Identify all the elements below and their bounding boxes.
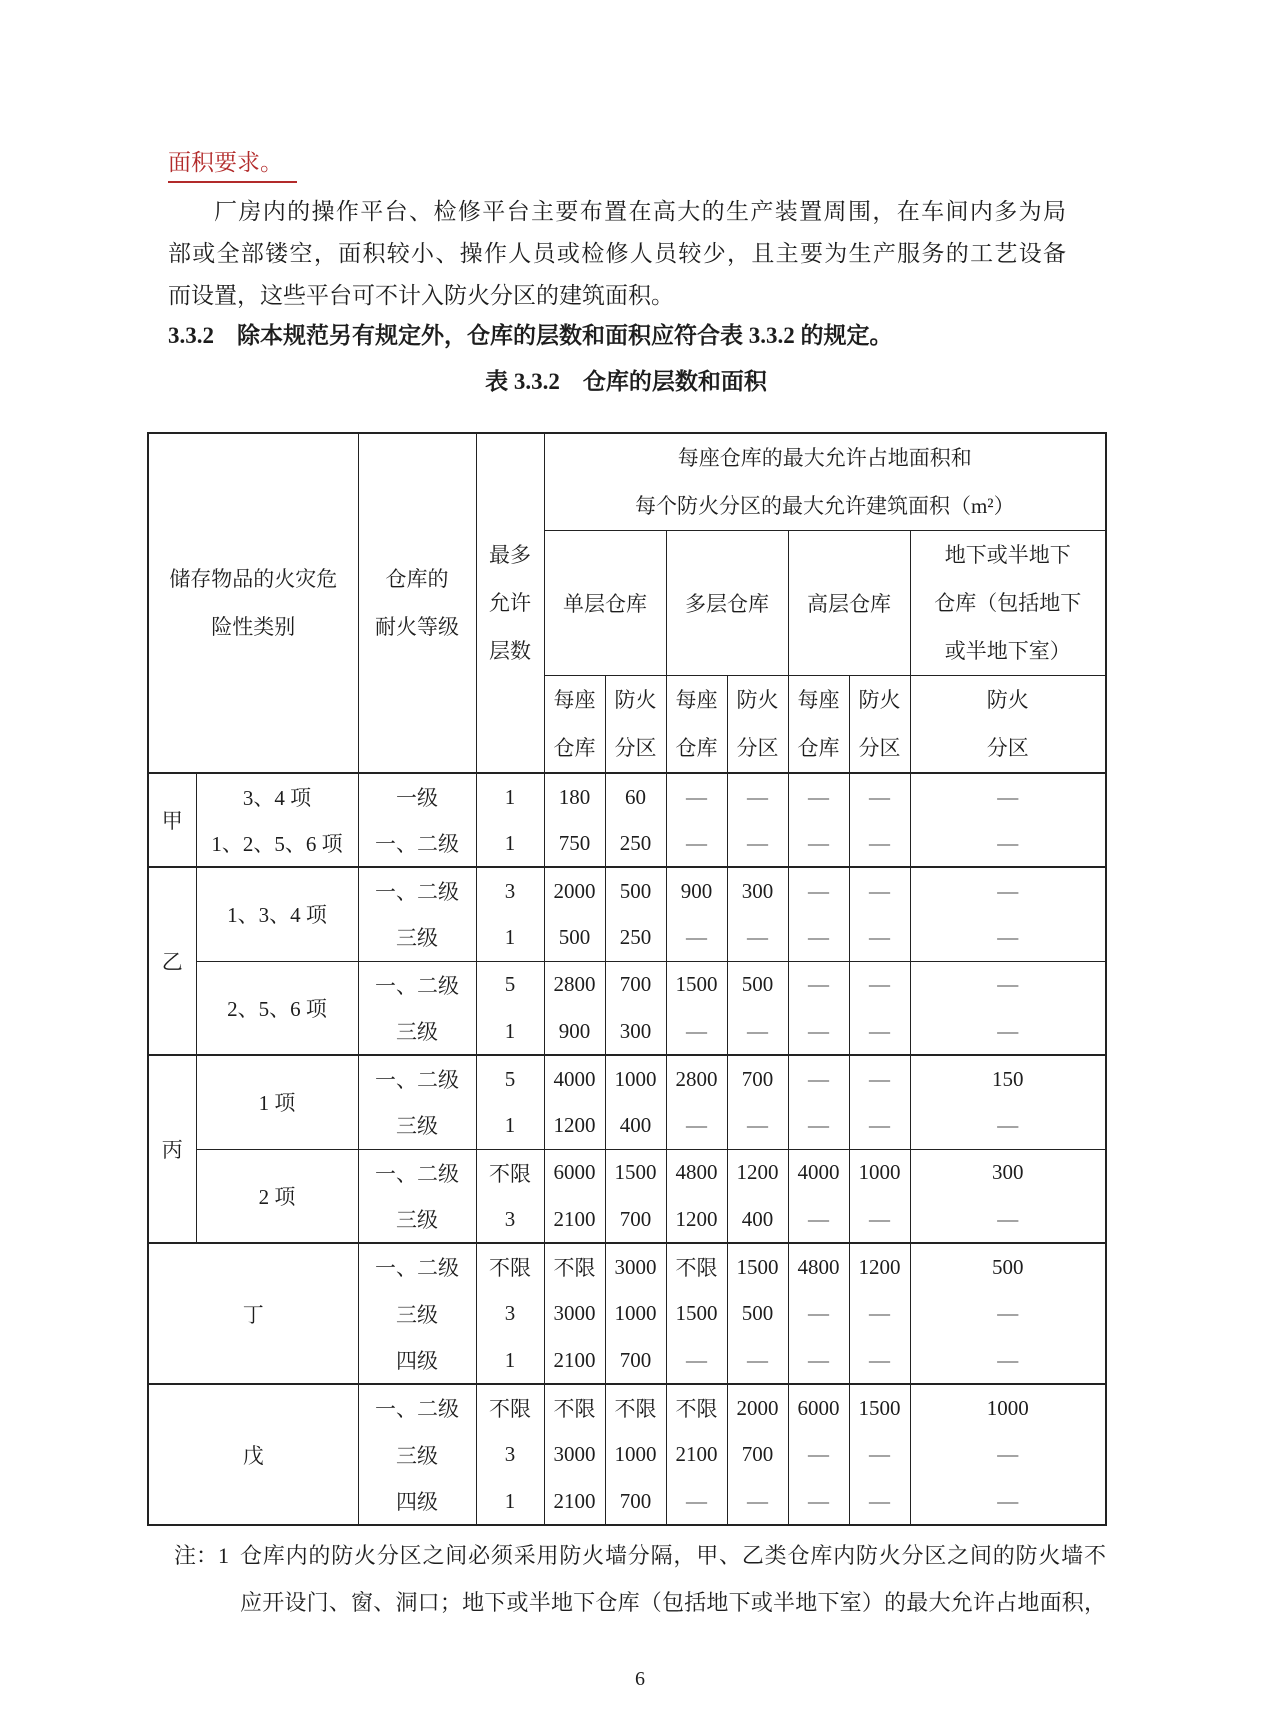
value-cell: — xyxy=(788,961,849,1008)
value-cell: — xyxy=(910,1008,1106,1055)
leaf-header-line: 防火 xyxy=(858,688,901,712)
header-fire-rating-line: 仓库的 xyxy=(385,567,449,591)
header-max-floors-line: 层数 xyxy=(489,639,531,663)
paragraph-line: 部或全部镂空，面积较小、操作人员或检修人员较少，且主要为生产服务的工艺设备 xyxy=(168,241,1066,266)
header-area-group-line: 每座仓库的最大允许占地面积和 xyxy=(677,446,972,470)
warehouse-storeys-area-table xyxy=(147,432,1107,1526)
value-cell: 2100 xyxy=(666,1431,727,1478)
category-letter: 丙 xyxy=(148,1055,196,1243)
note-line: 应开设门、窗、洞口；地下或半地下仓库（包括地下或半地下室）的最大允许占地面积， xyxy=(240,1590,1106,1615)
table-row xyxy=(148,867,1106,914)
value-cell: — xyxy=(910,1290,1106,1337)
fire-rating-cell: 一、二级 xyxy=(358,867,476,914)
value-cell: — xyxy=(727,820,788,867)
table-row xyxy=(148,1243,1106,1290)
header-category-line: 储存物品的火灾危 xyxy=(169,567,338,591)
value-cell: 300 xyxy=(605,1008,666,1055)
header-fire-rating xyxy=(358,433,476,773)
value-cell: 1000 xyxy=(849,1149,910,1196)
value-cell: — xyxy=(910,820,1106,867)
value-cell: 1200 xyxy=(727,1149,788,1196)
value-cell: — xyxy=(849,1055,910,1102)
value-cell: — xyxy=(910,1337,1106,1384)
header-underground-line: 地下或半地下 xyxy=(944,543,1071,567)
category-item: 3、4 项 xyxy=(196,773,358,820)
value-cell: 不限 xyxy=(605,1384,666,1431)
category-item: 2 项 xyxy=(196,1149,358,1243)
value-cell: 2100 xyxy=(544,1478,605,1525)
value-cell: — xyxy=(849,867,910,914)
value-cell: — xyxy=(788,1290,849,1337)
leaf-header-line: 仓库 xyxy=(797,736,840,760)
fire-rating-cell: 三级 xyxy=(358,1290,476,1337)
value-cell: — xyxy=(849,1431,910,1478)
fire-rating-cell: 四级 xyxy=(358,1478,476,1525)
value-cell: 4800 xyxy=(666,1149,727,1196)
value-cell: — xyxy=(666,1478,727,1525)
header-category-line: 险性类别 xyxy=(211,615,296,639)
header-max-floors-line: 允许 xyxy=(489,591,531,615)
leaf-header-line: 每座 xyxy=(553,688,596,712)
value-cell: 2800 xyxy=(544,961,605,1008)
max-floors-cell: 1 xyxy=(476,1008,544,1055)
value-cell: — xyxy=(788,1478,849,1525)
value-cell: — xyxy=(849,773,910,820)
value-cell: — xyxy=(910,1431,1106,1478)
value-cell: 1500 xyxy=(666,1290,727,1337)
value-cell: 700 xyxy=(605,961,666,1008)
leaf-header-line: 每座 xyxy=(675,688,718,712)
category-letter: 戊 xyxy=(148,1384,358,1525)
value-cell: — xyxy=(910,1196,1106,1243)
max-floors-cell: 1 xyxy=(476,773,544,820)
header-fire-rating-line: 耐火等级 xyxy=(375,615,459,639)
value-cell: 3000 xyxy=(544,1431,605,1478)
leaf-header-cell xyxy=(666,676,727,774)
max-floors-cell: 不限 xyxy=(476,1149,544,1196)
notes xyxy=(174,1532,1106,1626)
table-title: 表 3.3.2 仓库的层数和面积 xyxy=(485,369,767,394)
leaf-header-line: 分区 xyxy=(858,736,901,760)
value-cell: — xyxy=(849,1008,910,1055)
body-paragraph xyxy=(168,191,1066,317)
table-row xyxy=(148,773,1106,820)
category-letter: 丁 xyxy=(148,1243,358,1384)
category-letter: 乙 xyxy=(148,867,196,1055)
fire-rating-cell: 一、二级 xyxy=(358,1384,476,1431)
leaf-header-line: 分区 xyxy=(736,736,779,760)
value-cell: 500 xyxy=(727,961,788,1008)
value-cell: — xyxy=(788,914,849,961)
table-row xyxy=(148,1055,1106,1102)
table-row xyxy=(148,961,1106,1008)
max-floors-cell: 不限 xyxy=(476,1384,544,1431)
value-cell: — xyxy=(849,1196,910,1243)
value-cell: 4000 xyxy=(788,1149,849,1196)
max-floors-cell: 3 xyxy=(476,1196,544,1243)
max-floors-cell: 1 xyxy=(476,820,544,867)
fire-rating-cell: 四级 xyxy=(358,1337,476,1384)
category-item: 1 项 xyxy=(196,1055,358,1149)
value-cell: — xyxy=(910,914,1106,961)
value-cell: 300 xyxy=(727,867,788,914)
leaf-header-line: 分区 xyxy=(614,736,657,760)
value-cell: 700 xyxy=(605,1337,666,1384)
value-cell: 1500 xyxy=(849,1384,910,1431)
value-cell: — xyxy=(788,1431,849,1478)
value-cell: — xyxy=(849,1102,910,1149)
max-floors-cell: 1 xyxy=(476,1337,544,1384)
max-floors-cell: 5 xyxy=(476,961,544,1008)
value-cell: — xyxy=(727,773,788,820)
value-cell: 2100 xyxy=(544,1337,605,1384)
value-cell: — xyxy=(666,773,727,820)
value-cell: — xyxy=(788,867,849,914)
max-floors-cell: 3 xyxy=(476,1290,544,1337)
value-cell: — xyxy=(788,1055,849,1102)
value-cell: 6000 xyxy=(544,1149,605,1196)
leaf-header-line: 防火 xyxy=(736,688,779,712)
value-cell: 3000 xyxy=(544,1290,605,1337)
fire-rating-cell: 一、二级 xyxy=(358,1243,476,1290)
header-row-top xyxy=(148,433,1106,531)
category-item: 1、2、5、6 项 xyxy=(196,820,358,867)
value-cell: — xyxy=(788,820,849,867)
table-row xyxy=(148,1384,1106,1431)
page-number: 6 xyxy=(635,1668,645,1690)
paragraph-line: 而设置，这些平台可不计入防火分区的建筑面积。 xyxy=(168,283,674,308)
table-row xyxy=(148,820,1106,867)
value-cell: 60 xyxy=(605,773,666,820)
max-floors-cell: 5 xyxy=(476,1055,544,1102)
value-cell: 1000 xyxy=(910,1384,1106,1431)
leaf-header-cell xyxy=(605,676,666,774)
max-floors-cell: 不限 xyxy=(476,1243,544,1290)
value-cell: — xyxy=(849,961,910,1008)
value-cell: 1200 xyxy=(849,1243,910,1290)
value-cell: 不限 xyxy=(544,1384,605,1431)
value-cell: 2000 xyxy=(544,867,605,914)
value-cell: 150 xyxy=(910,1055,1106,1102)
leaf-header-cell xyxy=(849,676,910,774)
value-cell: 1500 xyxy=(605,1149,666,1196)
value-cell: — xyxy=(666,1102,727,1149)
value-cell: 2100 xyxy=(544,1196,605,1243)
note-line: 仓库内的防火分区之间必须采用防火墙分隔，甲、乙类仓库内防火分区之间的防火墙不 xyxy=(240,1543,1106,1568)
value-cell: 250 xyxy=(605,820,666,867)
max-floors-cell: 1 xyxy=(476,1478,544,1525)
max-floors-cell: 3 xyxy=(476,1431,544,1478)
value-cell: — xyxy=(910,1102,1106,1149)
value-cell: 700 xyxy=(727,1431,788,1478)
fire-rating-cell: 一、二级 xyxy=(358,820,476,867)
value-cell: 700 xyxy=(605,1478,666,1525)
header-single-storey: 单层仓库 xyxy=(544,531,666,676)
value-cell: — xyxy=(727,1008,788,1055)
value-cell: 400 xyxy=(727,1196,788,1243)
value-cell: 700 xyxy=(605,1196,666,1243)
clause-3-3-2: 3.3.2 除本规范另有规定外，仓库的层数和面积应符合表 3.3.2 的规定。 xyxy=(168,323,893,348)
value-cell: 1500 xyxy=(666,961,727,1008)
value-cell: 2800 xyxy=(666,1055,727,1102)
category-item: 2、5、6 项 xyxy=(196,961,358,1055)
value-cell: — xyxy=(788,1008,849,1055)
value-cell: 400 xyxy=(605,1102,666,1149)
fire-rating-cell: 一、二级 xyxy=(358,961,476,1008)
value-cell: 1200 xyxy=(544,1102,605,1149)
max-floors-cell: 1 xyxy=(476,1102,544,1149)
value-cell: — xyxy=(788,1196,849,1243)
leaf-header-line: 仓库 xyxy=(553,736,596,760)
leaf-header-line: 分区 xyxy=(986,736,1029,760)
value-cell: 1500 xyxy=(727,1243,788,1290)
value-cell: 不限 xyxy=(544,1243,605,1290)
value-cell: 不限 xyxy=(666,1384,727,1431)
category-letter: 甲 xyxy=(148,773,196,867)
value-cell: 180 xyxy=(544,773,605,820)
value-cell: 900 xyxy=(544,1008,605,1055)
value-cell: 1000 xyxy=(605,1055,666,1102)
value-cell: — xyxy=(849,914,910,961)
category-item: 1、3、4 项 xyxy=(196,867,358,961)
leaf-header-line: 防火 xyxy=(986,688,1029,712)
value-cell: — xyxy=(727,1478,788,1525)
value-cell: 500 xyxy=(605,867,666,914)
fire-rating-cell: 一、二级 xyxy=(358,1055,476,1102)
note-body xyxy=(240,1532,1106,1626)
max-floors-cell: 1 xyxy=(476,914,544,961)
value-cell: 1000 xyxy=(605,1290,666,1337)
value-cell: — xyxy=(910,773,1106,820)
header-underground-line: 仓库（包括地下 xyxy=(934,591,1082,615)
fire-rating-cell: 三级 xyxy=(358,1008,476,1055)
leaf-header-cell xyxy=(788,676,849,774)
header-max-floors-line: 最多 xyxy=(489,543,531,567)
value-cell: — xyxy=(910,1478,1106,1525)
value-cell: — xyxy=(849,820,910,867)
value-cell: 900 xyxy=(666,867,727,914)
fire-rating-cell: 三级 xyxy=(358,914,476,961)
value-cell: 3000 xyxy=(605,1243,666,1290)
value-cell: 1200 xyxy=(666,1196,727,1243)
value-cell: — xyxy=(910,867,1106,914)
value-cell: 500 xyxy=(910,1243,1106,1290)
value-cell: 4800 xyxy=(788,1243,849,1290)
value-cell: — xyxy=(788,1337,849,1384)
header-area-group xyxy=(544,433,1106,531)
header-underground-line: 或半地下室） xyxy=(944,639,1071,663)
value-cell: — xyxy=(666,820,727,867)
fire-rating-cell: 三级 xyxy=(358,1431,476,1478)
fire-rating-cell: 一级 xyxy=(358,773,476,820)
value-cell: 700 xyxy=(727,1055,788,1102)
value-cell: 1000 xyxy=(605,1431,666,1478)
value-cell: — xyxy=(666,1008,727,1055)
value-cell: — xyxy=(849,1290,910,1337)
value-cell: 500 xyxy=(727,1290,788,1337)
value-cell: 250 xyxy=(605,914,666,961)
value-cell: 500 xyxy=(544,914,605,961)
header-category xyxy=(148,433,358,773)
value-cell: — xyxy=(727,1337,788,1384)
leaf-header-cell xyxy=(727,676,788,774)
value-cell: — xyxy=(666,914,727,961)
value-cell: — xyxy=(727,914,788,961)
leaf-header-line: 每座 xyxy=(797,688,840,712)
fire-rating-cell: 一、二级 xyxy=(358,1149,476,1196)
value-cell: 300 xyxy=(910,1149,1106,1196)
note-label: 注：1 xyxy=(174,1543,230,1568)
fire-rating-cell: 三级 xyxy=(358,1196,476,1243)
value-cell: — xyxy=(788,773,849,820)
leaf-header-cell xyxy=(910,676,1106,774)
value-cell: 750 xyxy=(544,820,605,867)
header-area-group-line: 每个防火分区的最大允许建筑面积（m²） xyxy=(634,494,1015,518)
max-floors-cell: 3 xyxy=(476,867,544,914)
value-cell: — xyxy=(849,1478,910,1525)
red-heading: 面积要求。 xyxy=(168,149,297,183)
table-row xyxy=(148,1149,1106,1196)
value-cell: 不限 xyxy=(666,1243,727,1290)
leaf-header-line: 仓库 xyxy=(675,736,718,760)
value-cell: — xyxy=(788,1102,849,1149)
header-multi-storey: 多层仓库 xyxy=(666,531,788,676)
paragraph-line: 厂房内的操作平台、检修平台主要布置在高大的生产装置周围，在车间内多为局 xyxy=(214,199,1066,224)
header-underground xyxy=(910,531,1106,676)
value-cell: — xyxy=(666,1337,727,1384)
value-cell: 2000 xyxy=(727,1384,788,1431)
header-max-floors xyxy=(476,433,544,773)
fire-rating-cell: 三级 xyxy=(358,1102,476,1149)
value-cell: — xyxy=(727,1102,788,1149)
header-highrise: 高层仓库 xyxy=(788,531,910,676)
value-cell: — xyxy=(910,961,1106,1008)
value-cell: — xyxy=(849,1337,910,1384)
value-cell: 6000 xyxy=(788,1384,849,1431)
leaf-header-cell xyxy=(544,676,605,774)
value-cell: 4000 xyxy=(544,1055,605,1102)
leaf-header-line: 防火 xyxy=(614,688,657,712)
